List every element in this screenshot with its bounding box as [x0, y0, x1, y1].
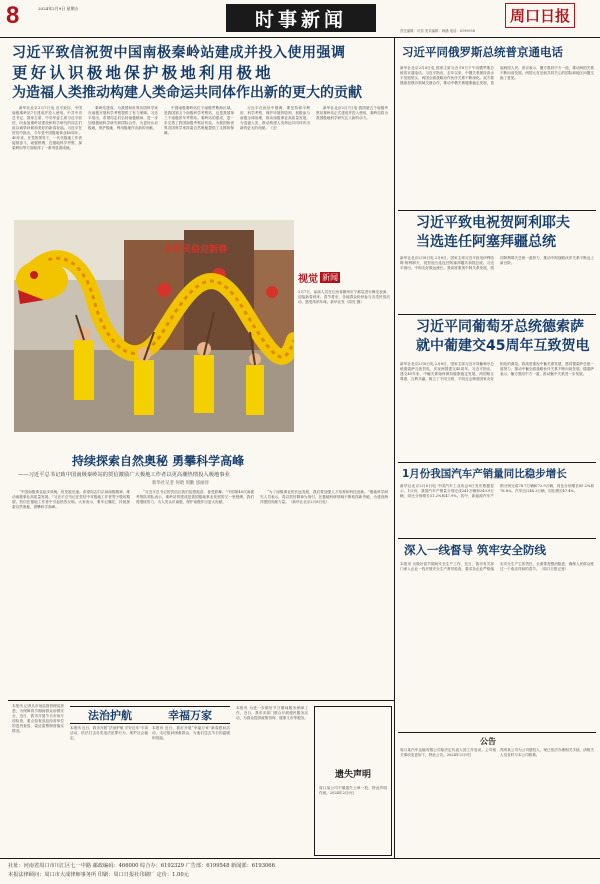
family-headline: 幸福万家	[168, 709, 212, 722]
lead-headline-line3: 为造福人类推动构建人类命运共同体作出新的更大的贡献	[12, 85, 362, 101]
lost-notice-box	[314, 706, 392, 856]
announcement-title: 公告	[480, 737, 496, 746]
portugal-body: 新华社北京2月8日电 2月8日，国家主席习近平同葡萄牙总统德索萨互致贺电，庆祝两国建交45周年。习近平指出，建交45年来，中葡关系始终保持健康稳定发展。两国相互尊重，互利共赢，树立了不同文明、不同社会制度国家友好相处的典范。我高度重视中葡关系发展，愿同德索萨总统一道努力，推动中葡全面战略伙伴关系不断向前发展。德索萨表示，葡方愿同中方一道，推动葡中关系进一步发展。	[400, 362, 594, 381]
second-story-col2: “习近平总书记的贺信让我们倍感振奋，备受鼓舞。”中国第40次南极考察队领队表示，秦岭站的建成是我国极地事业发展的又一里程碑，我们将继续努力，为人类认识南极、保护南极作出更大贡献。	[136, 490, 254, 504]
bottom-mid-body: 本报讯 为进一步做好节日期间服务保障工作，近日，我市多部门联合开展便民服务活动，为群众提供政策咨询、健康义诊等服务。	[236, 706, 308, 720]
portugal-headline	[416, 318, 589, 356]
dragon-dance-photo	[14, 220, 294, 432]
aliyev-headline-line1: 习近平致电祝贺阿利耶夫	[416, 215, 570, 231]
right-divider-5	[398, 732, 596, 733]
auto-sales-body: 新华社北京2月8日电 中国汽车工业协会8日发布数据显示，1月份，我国汽车产销量分别完成241万辆和243.9万辆，同比分别增长51.2%和47.9%。其中，新能源汽车产销分别完成78.7万辆和72.9万辆，同比分别增长85.2%和78.8%。汽车出口44.3万辆，同比增长47.4%。	[400, 484, 594, 498]
right-divider-3	[398, 462, 596, 463]
lead-body-col5: 新华社北京2月7日电 我国第五个南极考察站秦岭站正式建成并投入使用，秦岭站将为我国极地科学研究注入新的动力。	[316, 106, 388, 120]
lead-headline	[12, 44, 388, 103]
badge-visual: 视觉	[298, 274, 318, 285]
badge-news: 新闻	[322, 273, 338, 282]
aliyev-body: 新华社北京2月8日电 2月8日，国家主席习近平致电伊利哈姆·阿利耶夫，祝贺他当选连任阿塞拜疆共和国总统。习近平指出，中阿友好源远流长。我高度重视中阿关系发展，愿同阿利耶夫总统一道努力，推动中阿战略伙伴关系不断迈上新台阶。	[400, 256, 594, 270]
photo-overlay-title: 多彩民俗迎新春	[164, 245, 228, 255]
visual-news-badge	[298, 270, 340, 285]
safety-body: 本报讯 为做好春节期间安全生产工作，近日，我市有关部门深入企业一线开展安全生产督导检查，要求各企业严格落实安全生产主体责任，全面排查整治隐患，确保人民群众度过一个欢乐祥和的春节。（周口日报记者）	[400, 562, 594, 571]
portugal-headline-line1: 习近平同葡萄牙总统德索萨	[416, 319, 584, 335]
lead-headline-line2: 更好认识极地保护极地利用极地	[12, 64, 274, 82]
second-story-subhead: ——习近平总书记致中国南极秦岭站的贺信激励广大极地工作者以更高潮热情投入极地事业	[18, 472, 230, 478]
aliyev-headline-line2: 当选连任阿塞拜疆总统	[416, 234, 556, 250]
page-number: 8	[6, 2, 20, 29]
page-header	[0, 0, 600, 38]
law-headline: 法治护航	[88, 709, 132, 722]
putin-call-headline: 习近平同俄罗斯总统普京通电话	[402, 45, 563, 59]
lead-body-col4: 习近平在致信中强调，要坚持和平利用、科学考察、保护环境的原则，积极参与南极全球治理，推动南极事业高质量发展，为造福人类、推动构建人类命运共同体作出新的更大的贡献。（完）	[240, 106, 310, 130]
issue-date: 2024年2月9日 星期五	[38, 6, 79, 11]
aliyev-headline	[416, 214, 570, 252]
lost-notice-title: 遗失声明	[334, 770, 371, 780]
page-footer	[0, 858, 600, 884]
family-body: 本报讯 近日，我市开展“幸福万家”新春慰问活动，走访慰问困难群众，为他们送去节日的温暖和祝福。	[152, 726, 230, 740]
second-story-byline: 新华社记者 何晗 周勤 邰丽淳	[152, 481, 209, 486]
newspaper-logo: 周口日报	[505, 3, 575, 28]
law-body: 本报讯 近日，我市开展“法治护航 平安过年”专项活动，依法打击各类违法犯罪行为，维护社会稳定。	[70, 726, 148, 740]
section-title: 时事新闻	[226, 4, 376, 32]
photo-caption: 2月7日，参演人员在江西省赣州市宁都县进行舞龙表演，迎接新春到来。春节将至，各地群众纷纷参与各类民俗活动，感受浓浓年味。新华社发（周亮 摄）	[298, 290, 390, 304]
footer-line2: 本报法律顾问：周口市大成律师事务所 印刷：周口日报社印刷厂 定价：1.00元	[8, 872, 189, 878]
right-divider-1	[398, 210, 596, 211]
right-notice-body: 郑州某公司为公司债权人，现已依法办理相关手续，请相关人员及时与本公司联系。	[500, 748, 594, 757]
right-divider-2	[398, 314, 596, 315]
right-divider-4	[398, 538, 596, 539]
editor-line: 责任编辑：叶苗 美术编辑：韩涵 电话：6199958	[400, 29, 475, 33]
lost-notice-body: 周口某公司不慎遗失公章一枚，特此声明作废。2024年2月9日	[319, 786, 387, 795]
second-story-col3: “为了南极事业的长远发展，我们要加强人才培养和科技创新。”极地科学研究人员表示，将以贺信精神为指引，在极地科研领域不断取得新突破，为建设海洋强国贡献力量。（新华社北京2月8日电）	[260, 490, 388, 504]
bottom-left-notice: 本报讯 记者从市场监督管理局获悉，为保障春节期间群众用餐安全，近日，我市开展节日市场专项检查，重点检查食品经营单位的进货查验、索证索票制度落实情况。	[12, 704, 64, 733]
auto-sales-headline: 1月份我国汽车产销量同比稳步增长	[402, 468, 567, 480]
second-story-headline: 持续探索自然奥秘 勇攀科学高峰	[72, 454, 245, 468]
footer-line1: 社址：河南省周口市川汇区七一中路 邮政编码：466000 综合办：6192329 广告部：6199548 新闻部：6193066	[8, 863, 275, 869]
lead-body-col1: 新华社北京2月7日电 近平致信，中国南极秦岭站7日建成并投入使用。中共中央总书记、国家主席、中央军委主席习近平致信，向参加秦岭站建设和科学研究的同志们致以诚挚问候和美好的新春祝福。习近平在贺信中指出，今年是中国极地事业40周年。40年来，在党的领导下，一代代极地工作者接续奋斗，顽强拼搏，在极地科学考察、探索利用等方面取得了一系列显著成就。	[12, 106, 82, 150]
announcement-body: 周口某汽车运输有限公司原法定代表人因工作变动，公司相关事项变更如下，特此公告。2024年2月9日	[400, 748, 496, 757]
lead-body-col2: 秦岭站建成，为我国和世界各国科学家在南极开展科学考察提供了有力保障。习近平指出，希望同志们弘扬南极精神，进一步加强极地科学研究和国际合作，为更好认识极地、保护极地、利用极地作出新的贡献。	[88, 106, 158, 130]
column-divider	[394, 38, 395, 858]
law-family-header	[70, 706, 230, 724]
header-divider	[0, 37, 600, 38]
safety-headline: 深入一线督导 筑牢安全防线	[404, 543, 547, 557]
dragon-dance-illustration	[14, 220, 294, 432]
putin-call-body: 新华社北京2月8日电 国家主席习近平8日下午同俄罗斯总统普京通电话。习近平指出，去年以来，中俄关系保持高水平发展势头，两国全面战略协作伙伴关系不断深化。双方要继续加强各领域交流合作，推动中俄关系健康稳定发展，造福两国人民。普京表示，俄方愿同中方一道，推动两国关系不断向前发展。两国元首还就共同关心的国际和地区问题交换了意见。	[400, 66, 594, 85]
lead-body-col3: 中国南极秦岭站位于南极罗斯海区域，是我国第五个南极科学考察站，也是我国第三个南极常年考察站。秦岭站的建成，进一步完善了我国南极考察站布局，为我国和世界各国科学家探索自然奥秘提供了支撑和保障。	[164, 106, 234, 135]
lead-headline-line1: 习近平致信祝贺中国南极秦岭站建成并投入使用强调	[12, 45, 346, 61]
bottom-divider	[8, 700, 394, 701]
portugal-headline-line2: 就中葡建交45周年互致贺电	[416, 338, 590, 354]
second-story-col1: “中国南极事业起步虽晚，但发展迅速。希望同志们弘扬南极精神，推动南极事业高质量发展。”习近平总书记在贺信中对极地工作者寄予殷切期望。贺信在极地工作者中引起热烈反响。大家表示，要牢记嘱托，持续探索自然奥秘，勇攀科学高峰。	[12, 490, 130, 509]
